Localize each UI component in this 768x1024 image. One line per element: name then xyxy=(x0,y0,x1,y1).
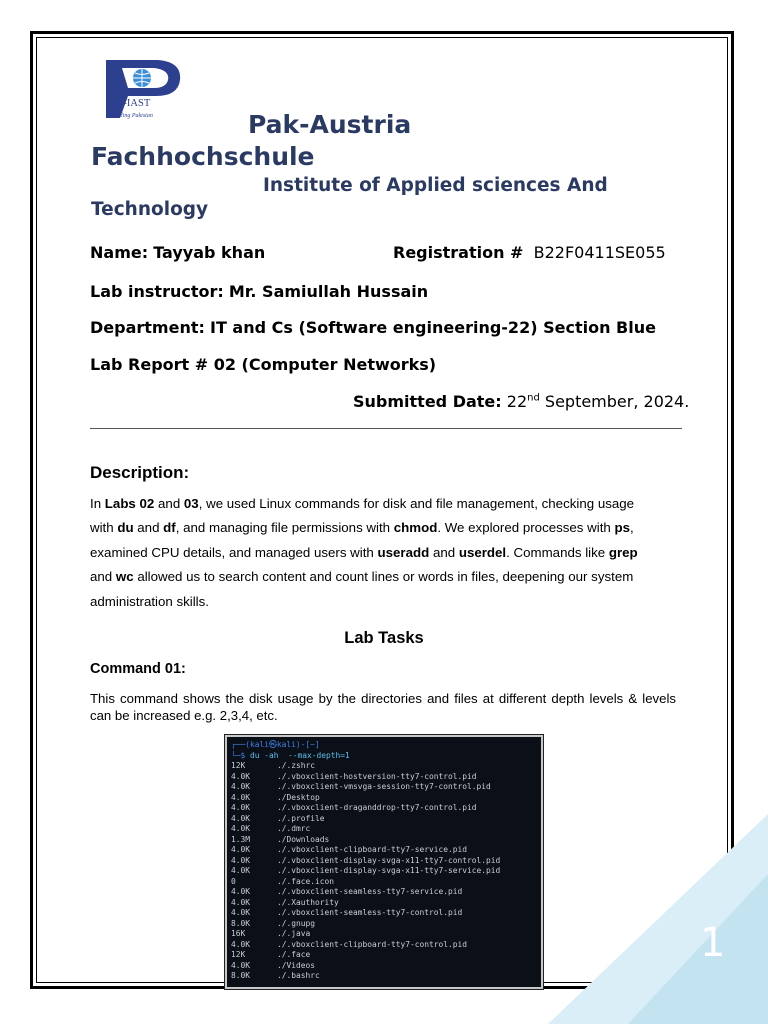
terminal-output-row xyxy=(231,845,541,856)
terminal-output-row xyxy=(231,887,541,898)
description-line: and wc allowed us to search content and count lines or words in files, deepening our system xyxy=(90,569,634,585)
terminal-output-row xyxy=(231,782,541,793)
disk-usage-size: 16K xyxy=(231,929,246,938)
institute-name-line1: Institute of Applied sciences And xyxy=(263,175,608,196)
terminal-output-row xyxy=(231,919,541,930)
logo-emblem-icon xyxy=(98,56,193,126)
page-number: 1 xyxy=(700,920,726,966)
terminal-output-row xyxy=(231,971,541,982)
disk-usage-path: ./.vboxclient-vmsvga-session-tty7-control.pid xyxy=(277,782,491,791)
description-paragraph xyxy=(90,492,680,614)
institute-name-line2: Technology xyxy=(91,199,209,220)
description-line: In Labs 02 and 03, we used Linux commands for disk and file management, checking usage xyxy=(90,496,635,511)
disk-usage-path: ./.profile xyxy=(277,813,325,823)
disk-usage-size: 12K xyxy=(231,761,246,770)
terminal-output-row xyxy=(231,824,541,835)
terminal-command-line: └─$ du -ah --max-depth=1 xyxy=(231,750,350,760)
terminal-output-row xyxy=(231,761,541,772)
terminal-output-row xyxy=(231,772,541,783)
description-line: examined CPU details, and managed users with useradd and userdel. Commands like grep xyxy=(90,544,638,560)
svg-text:Skilling Pakistan: Skilling Pakistan xyxy=(112,113,153,119)
disk-usage-size: 4.0K xyxy=(231,939,251,949)
lab-tasks-heading: Lab Tasks xyxy=(344,629,424,647)
disk-usage-size: 4.0K xyxy=(231,960,251,970)
disk-usage-path: ./Downloads xyxy=(277,834,330,844)
terminal-output-row xyxy=(231,898,541,909)
disk-usage-size: 4.0K xyxy=(231,855,251,865)
terminal-output-row xyxy=(231,793,541,804)
disk-usage-size: 4.0K xyxy=(231,771,251,781)
disk-usage-path: ./.face.icon xyxy=(277,876,335,886)
disk-usage-size: 12K xyxy=(231,950,246,959)
department: Department: IT and Cs (Software engineering-22) Section Blue xyxy=(90,318,656,337)
lab-instructor: Lab instructor: Mr. Samiullah Hussain xyxy=(90,282,429,301)
disk-usage-path: ./.vboxclient-clipboard-tty7-service.pid xyxy=(277,845,468,854)
disk-usage-path: ./.bashrc xyxy=(277,971,320,980)
description-heading: Description: xyxy=(90,463,190,482)
disk-usage-size: 4.0K xyxy=(231,803,251,812)
terminal-prompt: ┌──(kali㉿kali)-[~] xyxy=(231,740,320,749)
terminal-output-row xyxy=(231,961,541,972)
disk-usage-path: ./Desktop xyxy=(277,792,320,802)
disk-usage-size: 4.0K xyxy=(231,782,251,791)
university-name-line2: Fachhochschule xyxy=(91,142,315,171)
disk-usage-path: ./.vboxclient-seamless-tty7-control.pid xyxy=(277,908,463,917)
disk-usage-path: ./.face xyxy=(277,950,311,959)
disk-usage-path: ./.vboxclient-draganddrop-tty7-control.pid xyxy=(277,803,477,812)
description-line: with du and df, and managing file permissions with chmod. We explored processes with ps, xyxy=(90,520,634,536)
disk-usage-size: 4.0K xyxy=(231,813,251,823)
terminal-output-row xyxy=(231,803,541,814)
institution-logo xyxy=(98,56,193,126)
terminal-output-row xyxy=(231,940,541,951)
svg-text:AF-IAST: AF-IAST xyxy=(110,98,151,109)
header-divider xyxy=(90,428,682,429)
disk-usage-size: 4.0K xyxy=(231,792,251,802)
terminal-output-row xyxy=(231,908,541,919)
disk-usage-path: ./.gnupg xyxy=(277,918,316,928)
lab-report-title: Lab Report # 02 (Computer Networks) xyxy=(90,355,437,374)
terminal-output-row xyxy=(231,950,541,961)
disk-usage-path: ./.vboxclient-clipboard-tty7-control.pid xyxy=(277,939,468,949)
terminal-output-row xyxy=(231,814,541,825)
disk-usage-size: 0 xyxy=(231,876,236,886)
disk-usage-size: 4.0K xyxy=(231,908,251,917)
disk-usage-path: ./.zshrc xyxy=(277,761,316,770)
terminal-output-row xyxy=(231,866,541,877)
corner-decoration xyxy=(548,814,768,1024)
command-description: This command shows the disk usage by the directories and files at different depth levels & levels can be increased e.g. 2,3,4, etc. xyxy=(90,691,676,723)
terminal-output-row xyxy=(231,856,541,867)
disk-usage-path: ./.java xyxy=(277,929,311,938)
disk-usage-size: 4.0K xyxy=(231,824,251,833)
disk-usage-path: ./.dmrc xyxy=(277,824,311,833)
terminal-output-row xyxy=(231,877,541,888)
terminal-screenshot xyxy=(225,735,543,989)
disk-usage-path: ./.vboxclient-seamless-tty7-service.pid xyxy=(277,887,463,896)
disk-usage-path: ./.Xauthority xyxy=(277,897,339,907)
terminal-output-row xyxy=(231,929,541,940)
terminal-output-row xyxy=(231,835,541,846)
command-heading: Command 01: xyxy=(90,661,186,677)
disk-usage-size: 4.0K xyxy=(231,887,251,896)
disk-usage-size: 1.3M xyxy=(231,834,251,844)
registration-number: Registration # B22F0411SE055 xyxy=(393,243,666,262)
submitted-date: Submitted Date: 22nd September, 2024. xyxy=(353,392,690,411)
terminal-output xyxy=(231,761,541,982)
description-line: administration skills. xyxy=(90,593,209,609)
disk-usage-path: ./.vboxclient-hostversion-tty7-control.pid xyxy=(277,771,477,781)
disk-usage-size: 4.0K xyxy=(231,897,251,907)
university-name-line1: Pak-Austria xyxy=(248,110,412,139)
disk-usage-path: ./.vboxclient-display-svga-x11-tty7-service.pid xyxy=(277,866,501,875)
student-name: Name: Tayyab khan xyxy=(90,243,266,262)
disk-usage-size: 8.0K xyxy=(231,918,251,928)
disk-usage-path: ./.vboxclient-display-svga-x11-tty7-control.pid xyxy=(277,855,501,865)
disk-usage-size: 8.0K xyxy=(231,971,251,980)
disk-usage-path: ./Videos xyxy=(277,960,316,970)
disk-usage-size: 4.0K xyxy=(231,866,251,875)
disk-usage-size: 4.0K xyxy=(231,845,251,854)
